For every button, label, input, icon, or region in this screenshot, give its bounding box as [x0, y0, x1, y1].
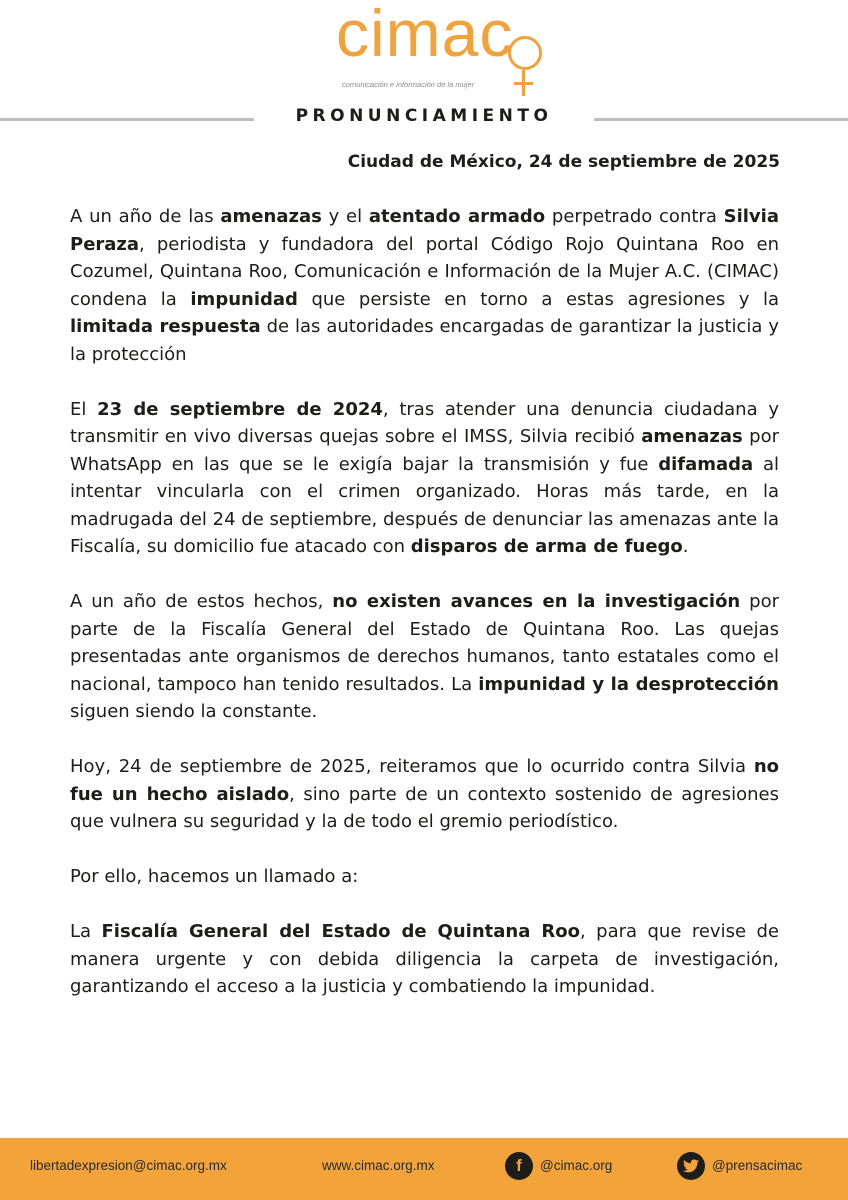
dateline: Ciudad de México, 24 de septiembre de 2025	[347, 152, 780, 172]
footer-facebook[interactable]: @cimac.org	[540, 1158, 613, 1173]
cimac-logo	[330, 0, 540, 100]
paragraph-2: El 23 de septiembre de 2024, tras atender una denuncia ciudadana y transmitir en vivo diversas quejas sobre el IMSS, Silvia recibió amenazas por WhatsApp en las que se le exigía bajar la transmisión y fue difamada al intentar vincularla con el crimen organizado. Horas más tarde, en la madrugada del 24 de septiembre, después de denunciar las amenazas ante la Fiscalía, su domicilio fue atacado con disparos de arma de fuego.	[70, 398, 780, 557]
paragraph-6: La Fiscalía General del Estado de Quintana Roo, para que revise de manera urgente y con debida diligencia la carpeta de investigación, garantizando el acceso a la justicia y combatiendo la impunidad.	[70, 921, 779, 997]
paragraph-4: Hoy, 24 de septiembre de 2025, reiteramos que lo ocurrido contra Silvia no fue un hecho aislado, sino parte de un contexto sostenido de agresiones que vulnera su seguridad y la de todo el gremio periodístico.	[70, 756, 779, 832]
footer-bar	[0, 1138, 848, 1200]
footer-twitter[interactable]: @prensacimac	[712, 1158, 803, 1173]
footer-website[interactable]: www.cimac.org.mx	[322, 1158, 435, 1173]
paragraph-3: A un año de estos hechos, no existen avances en la investigación por parte de la Fiscalía General del Estado de Quintana Roo. Las quejas presentadas ante organismos de derechos humanos, tanto estatales como el nacional, tampoco han tenido resultados. La impunidad y la desprotección siguen siendo la constante.	[70, 591, 780, 722]
logo-wordmark: cimac	[336, 0, 514, 70]
document-title: PRONUNCIAMIENTO	[295, 106, 553, 126]
statement-body	[70, 203, 779, 1028]
paragraph-5: Por ello, hacemos un llamado a:	[70, 866, 359, 887]
title-row	[0, 106, 848, 132]
facebook-icon[interactable]: f	[505, 1152, 533, 1180]
title-rule-left	[0, 118, 254, 121]
paragraph-1: A un año de las amenazas y el atentado armado perpetrado contra Silvia Peraza, periodista y fundadora del portal Código Rojo Quintana Roo en Cozumel, Quintana Roo, Comunicación e Información de la Mujer A.C. (CIMAC) condena la impunidad que persiste en torno a estas agresiones y la limitada respuesta de las autoridades encargadas de garantizar la justicia y la protección	[70, 206, 780, 365]
venus-symbol-icon	[508, 36, 542, 70]
logo-tagline: comunicación e información de la mujer	[342, 80, 475, 89]
twitter-icon[interactable]	[677, 1152, 705, 1180]
footer-email[interactable]: libertadexpresion@cimac.org.mx	[30, 1158, 227, 1173]
title-rule-right	[594, 118, 848, 121]
twitter-bird-glyph	[683, 1159, 699, 1173]
